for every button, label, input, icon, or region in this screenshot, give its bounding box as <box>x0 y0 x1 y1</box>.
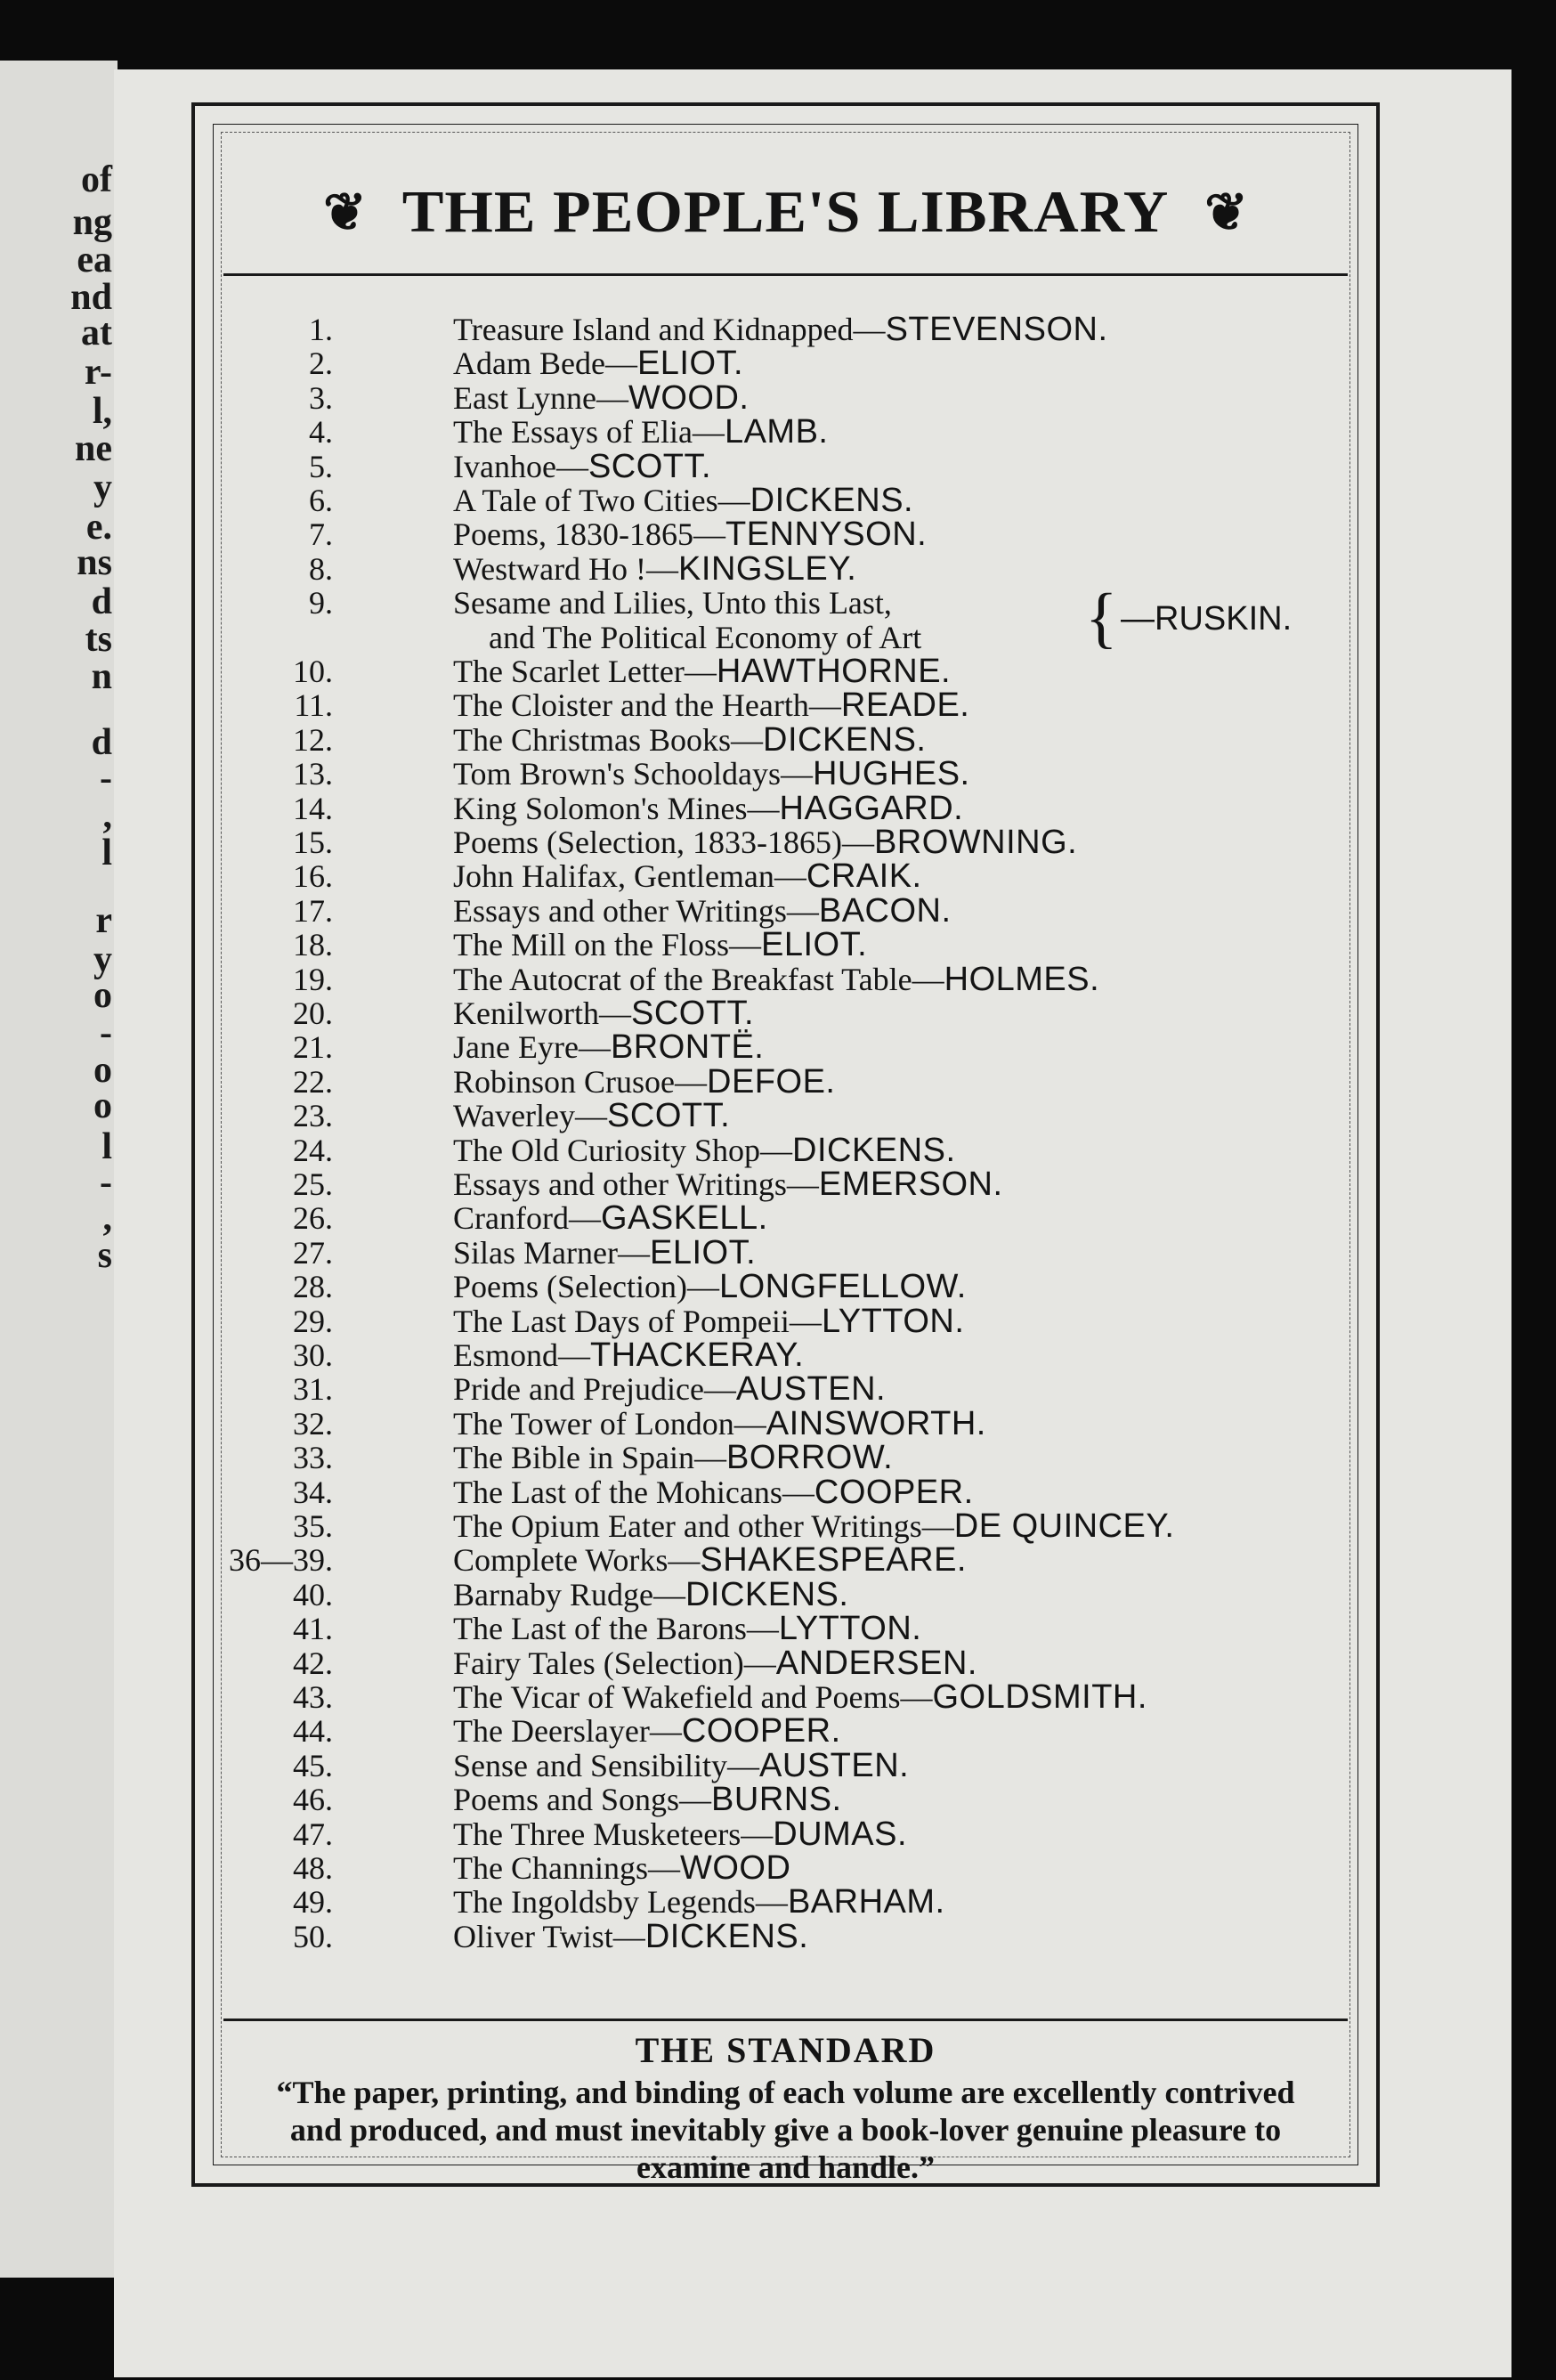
book-entry <box>195 1883 1376 1919</box>
book-number: 1. <box>309 312 333 347</box>
book-title-text: Kenilworth— <box>453 995 631 1031</box>
book-entry <box>195 311 1376 346</box>
book-number: 47. <box>293 1815 333 1852</box>
book-entry <box>195 721 1376 757</box>
book-title <box>453 1199 768 1238</box>
book-entry <box>195 1336 1376 1372</box>
book-entry <box>195 1849 1376 1885</box>
book-entry <box>195 1781 1376 1819</box>
facing-page-fragment: y <box>93 467 112 508</box>
book-title <box>453 1678 1147 1717</box>
ruskin-brace: { <box>1085 581 1118 656</box>
book-author: KINGSLEY. <box>678 549 857 588</box>
book-title-text: The Ingoldsby Legends— <box>453 1884 788 1921</box>
book-author: HUGHES. <box>812 755 970 793</box>
book-title <box>453 1781 842 1819</box>
facing-page-fragment: l, <box>92 391 112 432</box>
book-number: 13. <box>293 756 333 792</box>
book-title-text: The Christmas Books— <box>453 721 763 758</box>
book-author: BROWNING. <box>873 824 1078 861</box>
facing-page-fragment: ns <box>77 542 112 583</box>
book-title-text: The Last Days of Pompeii— <box>453 1303 822 1339</box>
book-author: TENNYSON. <box>725 516 928 554</box>
book-entry <box>195 345 1376 383</box>
book-title-text: The Autocrat of the Breakfast Table— <box>453 961 944 997</box>
book-title <box>453 379 749 418</box>
book-author: LYTTON. <box>821 1302 965 1340</box>
page-border <box>191 102 1380 2187</box>
book-number: 27. <box>293 1234 333 1271</box>
book-title-text: Poems (Selection, 1833-1865)— <box>453 824 874 860</box>
book-title-text: King Solomon's Mines— <box>453 790 780 826</box>
book-entry <box>195 1541 1376 1580</box>
book-number: 29. <box>293 1303 333 1339</box>
book-author: ELIOT. <box>649 1233 757 1271</box>
book-entry <box>195 1712 1376 1748</box>
book-entry <box>195 413 1376 449</box>
book-author: COOPER. <box>814 1473 974 1511</box>
book-entry <box>195 1405 1376 1441</box>
page <box>114 69 1511 2377</box>
book-title <box>489 619 921 657</box>
book-number: 2. <box>309 345 333 382</box>
book-number: 33. <box>293 1440 333 1476</box>
book-entry <box>195 926 1376 962</box>
book-entry <box>195 482 1376 517</box>
book-author: LONGFELLOW. <box>718 1268 967 1306</box>
book-entry <box>195 1166 1376 1201</box>
book-author: BURNS. <box>711 1781 842 1819</box>
book-author: ANDERSEN. <box>775 1644 977 1682</box>
book-entry <box>195 1268 1376 1304</box>
book-entry <box>195 824 1376 859</box>
book-title <box>453 1747 909 1785</box>
book-number: 6. <box>309 483 333 518</box>
facing-page-fragment: s <box>97 1235 112 1276</box>
book-author: AUSTEN. <box>735 1370 887 1409</box>
book-title <box>453 1576 848 1614</box>
book-entry <box>195 1747 1376 1783</box>
book-title-text: The Cloister and the Hearth— <box>453 687 841 724</box>
book-number: 25. <box>293 1166 333 1202</box>
book-author: DICKENS. <box>763 720 927 759</box>
book-author: EMERSON. <box>818 1166 1003 1203</box>
book-entry <box>195 1645 1376 1680</box>
facing-page-fragment: ea <box>77 240 112 280</box>
book-author: AUSTEN. <box>759 1746 910 1784</box>
book-entry <box>195 1234 1376 1270</box>
book-title-text: Robinson Crusoe— <box>453 1063 708 1100</box>
book-entry <box>195 1303 1376 1338</box>
facing-page-fragment: r <box>95 900 112 941</box>
book-number: 43. <box>293 1679 333 1715</box>
book-title-text: The Bible in Spain— <box>453 1440 726 1476</box>
book-entry <box>195 961 1376 996</box>
facing-page-fragment: l <box>101 833 112 873</box>
book-entry <box>195 1576 1376 1612</box>
book-title-text: Fairy Tales (Selection)— <box>453 1645 776 1681</box>
book-title <box>453 1405 986 1443</box>
book-number: 40. <box>293 1576 333 1612</box>
book-author: WOOD. <box>628 378 750 417</box>
book-title-text: The Channings— <box>453 1850 680 1886</box>
book-author: DICKENS. <box>792 1131 956 1169</box>
book-number: 31. <box>293 1371 333 1408</box>
book-number: 45. <box>293 1747 333 1783</box>
book-title <box>453 482 913 520</box>
book-entry <box>195 1918 1376 1954</box>
book-entry <box>195 1199 1376 1238</box>
book-number: 17. <box>293 892 333 929</box>
book-title <box>453 448 711 486</box>
book-author: ELIOT. <box>636 345 744 383</box>
book-number: 11. <box>294 687 333 724</box>
book-author: BORROW. <box>725 1439 894 1477</box>
book-entry <box>195 653 1376 688</box>
book-number: 30. <box>293 1337 333 1373</box>
book-title <box>453 1815 907 1854</box>
book-title <box>453 857 922 896</box>
facing-page-fragment: - <box>100 758 112 799</box>
book-author: WOOD <box>679 1849 791 1887</box>
book-entry <box>195 892 1376 928</box>
book-entry <box>195 1132 1376 1167</box>
book-title <box>453 1132 956 1170</box>
book-author-ruskin: —RUSKIN. <box>1121 600 1293 638</box>
book-author: STEVENSON. <box>885 311 1108 348</box>
book-number: 28. <box>293 1269 333 1305</box>
book-title-text: The Deerslayer— <box>453 1713 682 1750</box>
facing-page-fragment: - <box>100 1162 112 1203</box>
book-author: BRONTË. <box>610 1028 765 1067</box>
review-source-title: THE STANDARD <box>635 2030 936 2070</box>
book-title <box>453 790 963 828</box>
book-title <box>453 892 952 930</box>
book-entry <box>195 379 1376 415</box>
book-title <box>453 995 754 1033</box>
book-title-text: The Vicar of Wakefield and Poems— <box>453 1679 933 1715</box>
book-title-text: Jane Eyre— <box>453 1029 611 1066</box>
book-number: 10. <box>293 654 333 689</box>
book-title <box>453 824 1077 862</box>
book-title-text: Complete Works— <box>453 1542 701 1579</box>
facing-page-fragment: n <box>91 656 112 697</box>
book-title-text: The Essays of Elia— <box>453 414 725 451</box>
book-author: LAMB. <box>724 413 829 451</box>
book-number: 46. <box>293 1782 333 1818</box>
book-entry <box>195 995 1376 1030</box>
book-number: 18. <box>293 927 333 963</box>
book-author: DICKENS. <box>750 482 914 519</box>
page-title: THE PEOPLE'S LIBRARY <box>401 179 1170 246</box>
book-author: SHAKESPEARE. <box>700 1541 967 1580</box>
book-number: 9. <box>309 585 333 621</box>
book-title-text: A Tale of Two Cities— <box>453 483 750 518</box>
book-title-text: The Last of the Barons— <box>453 1611 779 1647</box>
book-entry <box>195 1063 1376 1099</box>
book-title <box>453 550 856 589</box>
book-author: LYTTON. <box>778 1610 922 1648</box>
book-author: HOLMES. <box>944 960 1100 998</box>
book-title-text: East Lynne— <box>453 379 628 416</box>
book-title-text: Ivanhoe— <box>453 448 588 484</box>
facing-page-fragment: at <box>81 313 112 353</box>
book-title <box>453 1028 764 1067</box>
book-title <box>453 516 927 554</box>
book-entry <box>195 1678 1376 1714</box>
book-number: 20. <box>293 995 333 1031</box>
book-title-text: Tom Brown's Schooldays— <box>453 756 813 792</box>
book-title-text: The Tower of London— <box>453 1405 766 1442</box>
book-entry <box>195 1097 1376 1133</box>
book-title <box>453 1336 804 1375</box>
book-entry <box>195 516 1376 554</box>
book-title-text: Sense and Sensibility— <box>453 1747 759 1783</box>
book-number: 48. <box>293 1850 333 1886</box>
facing-page-fragment: nd <box>70 277 112 318</box>
book-author: THACKERAY. <box>590 1336 805 1374</box>
book-author: BACON. <box>818 891 952 930</box>
book-author: HAGGARD. <box>779 789 964 827</box>
book-title-text: Oliver Twist— <box>453 1918 645 1954</box>
book-number: 36—39. <box>229 1542 333 1579</box>
fleuron-left-icon: ❦ <box>323 183 367 241</box>
facing-page-fragment: - <box>100 1012 112 1053</box>
book-number: 22. <box>293 1063 333 1100</box>
book-title <box>453 1507 1174 1546</box>
book-author: COOPER. <box>681 1712 841 1750</box>
facing-page-fragment: e. <box>85 507 112 548</box>
book-title-text: John Halifax, Gentleman— <box>453 858 806 895</box>
book-title <box>453 961 1099 999</box>
book-title <box>453 926 867 964</box>
book-title <box>453 653 951 691</box>
book-number: 49. <box>293 1884 333 1921</box>
book-title <box>453 584 892 622</box>
book-title-text: Poems, 1830-1865— <box>453 516 725 553</box>
book-number: 16. <box>293 858 333 895</box>
book-title <box>453 1097 730 1135</box>
book-number: 26. <box>293 1200 333 1237</box>
book-number: 35. <box>293 1508 333 1544</box>
book-title-text: Poems and Songs— <box>453 1782 712 1818</box>
book-title <box>453 1918 808 1956</box>
book-title-text: Sesame and Lilies, Unto this Last, <box>453 585 892 621</box>
book-entry <box>195 1474 1376 1509</box>
book-title-text: Treasure Island and Kidnapped— <box>453 312 886 347</box>
book-author: ELIOT. <box>761 926 868 964</box>
book-number: 32. <box>293 1405 333 1442</box>
book-title <box>453 311 1108 349</box>
book-author: DE QUINCEY. <box>953 1507 1175 1545</box>
book-title <box>453 1645 977 1683</box>
book-number: 50. <box>293 1918 333 1954</box>
book-number: 44. <box>293 1713 333 1750</box>
book-author: DEFOE. <box>707 1062 836 1101</box>
book-title-text: Waverley— <box>453 1098 608 1134</box>
book-title-text: The Last of the Mohicans— <box>453 1474 814 1510</box>
book-author: SCOTT. <box>607 1097 731 1135</box>
book-title-text: Westward Ho !— <box>453 550 679 587</box>
facing-page-fragment: d <box>91 722 112 763</box>
book-title-text: Pride and Prejudice— <box>453 1371 736 1408</box>
book-entry <box>195 755 1376 791</box>
book-title <box>453 1439 893 1477</box>
facing-page-fragment: , <box>102 1198 112 1239</box>
book-title <box>453 1541 967 1580</box>
book-title-text: Barnaby Rudge— <box>453 1576 685 1612</box>
footer-rule <box>223 2019 1348 2021</box>
facing-page-fragment: o <box>93 975 112 1016</box>
book-title-text: The Mill on the Floss— <box>453 927 762 963</box>
book-entry <box>195 1028 1376 1067</box>
book-title-text: The Three Musketeers— <box>453 1815 774 1852</box>
facing-page-edge <box>0 61 118 2278</box>
book-title-text: Essays and other Writings— <box>453 1166 819 1202</box>
book-title <box>453 1063 835 1101</box>
book-title <box>453 1268 967 1306</box>
header <box>195 159 1376 266</box>
book-number: 14. <box>293 790 333 826</box>
fleuron-right-icon: ❦ <box>1204 183 1248 241</box>
book-entry <box>195 1815 1376 1851</box>
book-title-text: Cranford— <box>453 1200 601 1237</box>
book-number: 7. <box>309 516 333 553</box>
book-entry <box>195 857 1376 896</box>
book-author: BARHAM. <box>787 1883 945 1921</box>
book-number: 24. <box>293 1132 333 1168</box>
book-title-text: The Scarlet Letter— <box>453 654 717 689</box>
book-title-text: The Opium Eater and other Writings— <box>453 1508 954 1544</box>
book-title-text: Silas Marner— <box>453 1234 650 1271</box>
book-number: 41. <box>293 1611 333 1647</box>
book-title <box>453 1474 974 1512</box>
review-quote: “The paper, printing, and binding of each volume are excellently contrived and produced, and must inevitably give a book-lover genuine pleasure to examine and handle.” <box>276 2075 1295 2185</box>
book-entry <box>195 1507 1376 1543</box>
book-number: 12. <box>293 721 333 758</box>
book-number: 3. <box>309 379 333 416</box>
book-title <box>453 1712 841 1750</box>
book-title-text: Essays and other Writings— <box>453 892 819 929</box>
book-author: READE. <box>840 686 970 725</box>
book-title <box>453 686 969 725</box>
book-entry <box>195 1610 1376 1648</box>
book-entry <box>195 1370 1376 1409</box>
book-author: HAWTHORNE. <box>716 653 952 690</box>
facing-page-fragment: o <box>93 1050 112 1091</box>
facing-page-fragment: d <box>91 581 112 622</box>
book-author: DUMAS. <box>773 1815 908 1853</box>
book-title <box>453 1166 1003 1204</box>
book-title-text: Adam Bede— <box>453 345 637 382</box>
book-title <box>453 721 926 759</box>
book-number: 19. <box>293 961 333 997</box>
book-title-text: and The Political Economy of Art <box>489 619 922 655</box>
book-author: AINSWORTH. <box>766 1404 986 1442</box>
book-number: 15. <box>293 824 333 860</box>
book-number: 21. <box>293 1029 333 1066</box>
book-number: 5. <box>309 448 333 484</box>
book-title <box>453 1883 945 1921</box>
facing-page-fragment: of <box>81 159 112 200</box>
book-author: CRAIK. <box>806 857 922 896</box>
book-author: GASKELL. <box>600 1199 768 1238</box>
book-author: SCOTT. <box>588 447 712 485</box>
facing-page-fragment: l <box>101 1126 112 1167</box>
book-title <box>453 413 828 451</box>
book-entry <box>195 448 1376 483</box>
book-title <box>453 345 743 383</box>
facing-page-fragment: r- <box>84 352 112 393</box>
book-title-text: Poems (Selection)— <box>453 1269 719 1305</box>
facing-page-fragment: o <box>93 1085 112 1126</box>
book-title <box>453 755 970 793</box>
book-title <box>453 1849 790 1888</box>
book-author: DICKENS. <box>644 1917 809 1955</box>
header-rule <box>223 273 1348 276</box>
book-title <box>453 1610 921 1648</box>
book-title <box>453 1370 886 1409</box>
book-number: 34. <box>293 1474 333 1510</box>
book-entry <box>195 550 1376 586</box>
book-title <box>453 1234 756 1272</box>
book-title-text: The Old Curiosity Shop— <box>453 1132 793 1168</box>
facing-page-fragment: y <box>93 939 112 980</box>
facing-page-fragment: ne <box>75 428 112 469</box>
book-entry <box>195 619 1376 654</box>
book-number: 23. <box>293 1098 333 1134</box>
facing-page-fragment: ts <box>85 619 112 660</box>
book-author: SCOTT. <box>630 995 755 1032</box>
book-title <box>453 1303 964 1341</box>
facing-page-fragment: ng <box>72 202 112 243</box>
facing-page-fragment: , <box>102 795 112 836</box>
book-author: GOLDSMITH. <box>932 1678 1147 1716</box>
book-author: DICKENS. <box>685 1575 849 1613</box>
book-number: 4. <box>309 414 333 451</box>
book-number: 8. <box>309 550 333 587</box>
book-entry <box>195 686 1376 725</box>
book-title-text: Esmond— <box>453 1337 591 1373</box>
book-entry <box>195 1439 1376 1477</box>
book-number: 42. <box>293 1645 333 1681</box>
book-entry <box>195 790 1376 825</box>
